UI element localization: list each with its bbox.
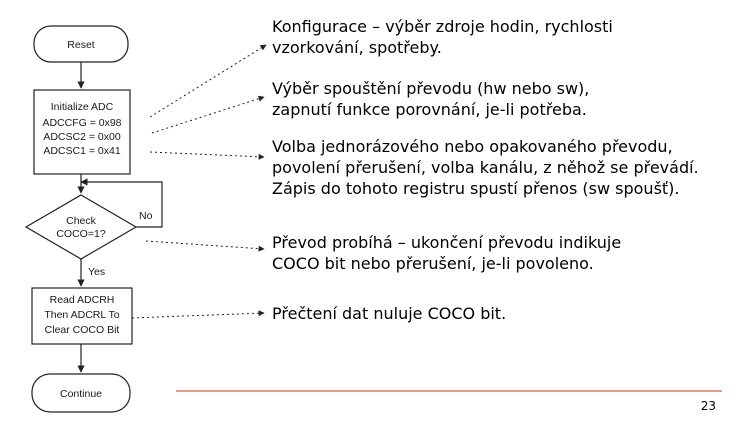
note-conversion-mode-line-2: povolení přerušení, volba kanálu, z něhož se převádí. [272,158,699,177]
note-conversion-mode [272,136,699,199]
yes-label: Yes [88,266,106,278]
read-adc-line-2: Then ADCRL To [44,309,120,321]
annotation-arrow-adcsc1 [150,152,264,157]
annotation-arrow-read [132,313,264,318]
continue-label: Continue [59,388,103,400]
note-trigger [272,78,589,120]
check-coco-line-2: COCO=1? [56,228,106,240]
read-adc-line-1: Read ADCRH [49,294,115,306]
check-coco-line-1: Check [66,215,96,227]
note-conversion-mode-line-3: Zápis do tohoto registru spustí přenos (sw spoušť). [272,179,680,198]
initialize-adc-line-2: ADCCFG = 0x98 [42,117,122,129]
annotation-arrow-adccfg [150,45,266,117]
note-trigger-line-2: zapnutí funkce porovnání, je-li potřeba. [272,100,587,119]
note-config [272,16,613,58]
note-in-progress-line-1: Převod probíhá – ukončení převodu indikuje [272,233,622,252]
annotation-arrow-adcsc2 [152,97,264,133]
note-conversion-mode-line-1: Volba jednorázového nebo opakovaného převodu, [272,137,673,156]
note-read-data-line-1: Přečtení dat nuluje COCO bit. [272,304,507,323]
initialize-adc-line-4: ADCSC1 = 0x41 [43,145,121,157]
check-coco-diamond [26,195,136,259]
read-adc-line-3: Clear COCO Bit [44,324,120,336]
no-label: No [139,210,153,222]
annotation-arrow-check [146,241,264,249]
note-trigger-line-1: Výběr spouštění převodu (hw nebo sw), [272,79,590,98]
note-in-progress-line-2: COCO bit nebo přerušení, je-li povoleno. [272,254,594,273]
note-config-line-1: Konfigurace – výběr zdroje hodin, rychlosti [272,17,613,36]
note-read-data [272,303,506,324]
note-in-progress [272,232,621,274]
reset-label: Reset [67,39,95,51]
initialize-adc-line-3: ADCSC2 = 0x00 [43,131,121,143]
note-config-line-2: vzorkování, spotřeby. [272,38,442,57]
page-number: 23 [700,399,716,413]
initialize-adc-line-1: Initialize ADC [50,101,114,113]
